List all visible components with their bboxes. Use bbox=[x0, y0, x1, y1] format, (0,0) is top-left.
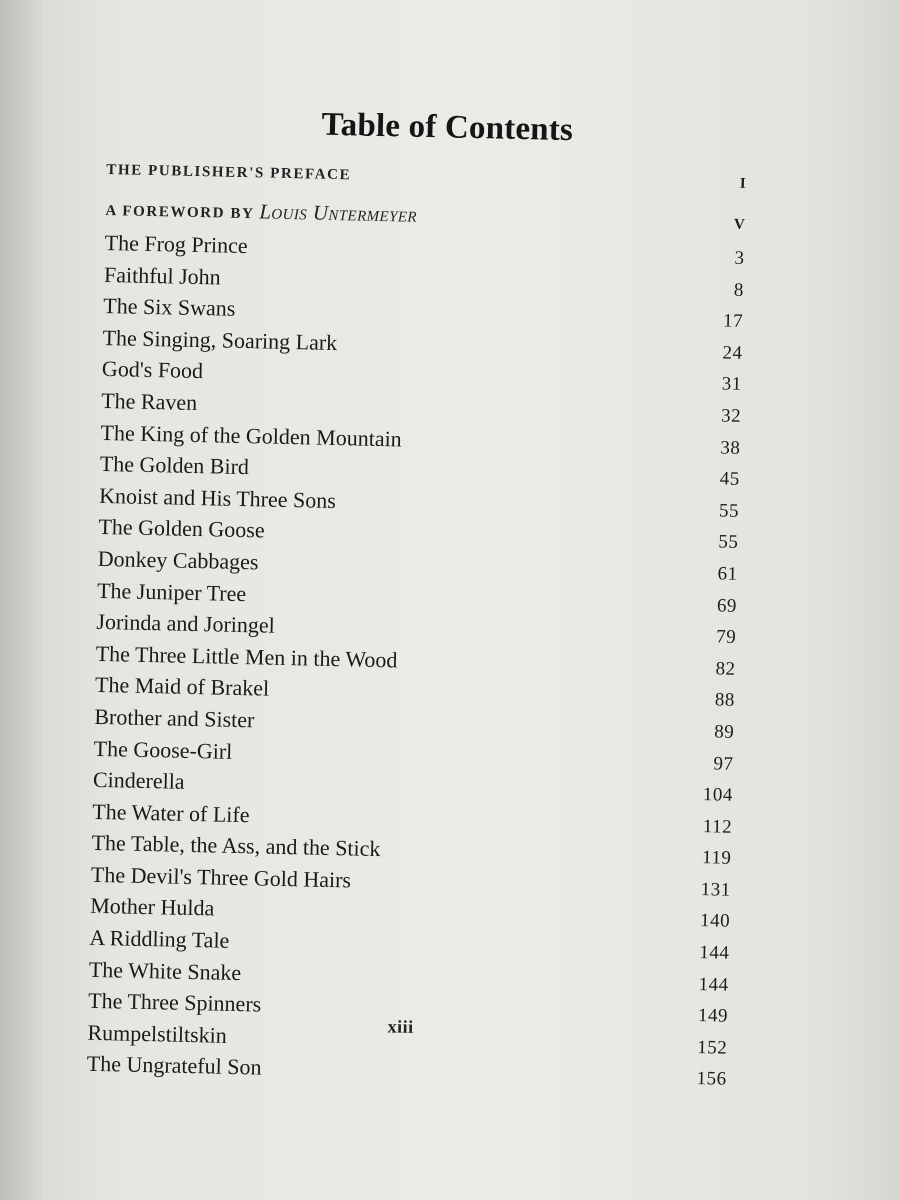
toc-page-number: 38 bbox=[720, 437, 741, 459]
toc-page-number: 55 bbox=[718, 500, 740, 522]
toc-page-number: 97 bbox=[713, 752, 734, 775]
toc-entry-title: The Goose-Girl bbox=[93, 735, 233, 764]
toc-entry-title: Knoist and His Three Sons bbox=[98, 482, 337, 513]
toc-entry-title: Donkey Cabbages bbox=[97, 545, 259, 575]
toc-page-number: 156 bbox=[696, 1068, 727, 1091]
toc-page-number: 152 bbox=[697, 1036, 728, 1059]
toc-page-number: 149 bbox=[697, 1005, 729, 1027]
toc-entry-title: The Golden Bird bbox=[99, 451, 250, 480]
toc-page-number: 45 bbox=[719, 468, 740, 491]
toc-entry-title: Mother Hulda bbox=[89, 893, 215, 921]
toc-entry-title: The Frog Prince bbox=[104, 229, 248, 259]
toc-entry-title: God's Food bbox=[101, 356, 204, 384]
toc-page-number: 119 bbox=[701, 847, 732, 870]
toc-page-number: 69 bbox=[716, 594, 738, 617]
toc-entry-title: The Juniper Tree bbox=[96, 577, 247, 606]
toc-page-number: 140 bbox=[699, 910, 731, 933]
folio-page-number: xiii bbox=[387, 1016, 414, 1037]
toc-page-number: 3 bbox=[734, 247, 745, 269]
toc-page-number: 24 bbox=[722, 342, 743, 364]
toc-entry-title: Cinderella bbox=[92, 766, 185, 794]
toc-entry-title: THE PUBLISHER'S PREFACE bbox=[106, 161, 352, 184]
toc-entry-title: Faithful John bbox=[103, 261, 222, 290]
toc-page-number: 31 bbox=[721, 373, 742, 396]
toc-page-number: 55 bbox=[718, 531, 739, 554]
toc-page-number: 82 bbox=[715, 658, 736, 680]
toc-entry-title: The Ungrateful Son bbox=[86, 1051, 262, 1081]
toc-entry-title: A Riddling Tale bbox=[89, 924, 230, 953]
toc-entry-title: A FOREWORD BY Louis Untermeyer bbox=[105, 199, 418, 227]
toc-page-number: 32 bbox=[720, 405, 742, 427]
toc-entry-title: The Singing, Soaring Lark bbox=[102, 324, 338, 355]
toc-list bbox=[86, 162, 746, 1097]
toc-page-number: V bbox=[733, 216, 746, 233]
toc-entry-title: The Maid of Brakel bbox=[94, 672, 270, 701]
toc-entry-title: The Three Little Men in the Wood bbox=[95, 640, 398, 673]
toc-entry-title: Brother and Sister bbox=[94, 703, 255, 733]
toc-page-number: 8 bbox=[733, 279, 745, 301]
page-gutter bbox=[0, 0, 46, 1200]
page-title: Table of Contents bbox=[321, 106, 574, 149]
toc-entry-title: The Water of Life bbox=[92, 798, 250, 827]
foreword-author: Louis Untermeyer bbox=[259, 199, 418, 227]
toc-entry-title: The Six Swans bbox=[103, 293, 236, 322]
toc-entry-title: Jorinda and Joringel bbox=[96, 609, 276, 638]
toc-page-number: 144 bbox=[699, 942, 730, 964]
toc-page-number: 89 bbox=[713, 721, 735, 743]
toc-entry-title: The Golden Goose bbox=[98, 514, 265, 543]
toc-entry-title: The White Snake bbox=[88, 956, 242, 985]
toc-entry-title: The Devil's Three Gold Hairs bbox=[90, 861, 352, 893]
toc-page-number: I bbox=[739, 175, 747, 192]
toc-page-number: 88 bbox=[714, 689, 736, 712]
toc-page-number: 61 bbox=[717, 563, 738, 585]
toc-entry-title: The Table, the Ass, and the Stick bbox=[91, 830, 381, 862]
contents-page bbox=[85, 92, 748, 1146]
toc-page-number: 17 bbox=[722, 310, 744, 333]
toc-page-number: 112 bbox=[702, 815, 733, 838]
toc-entry-title: The Raven bbox=[100, 387, 198, 415]
toc-page-number: 79 bbox=[716, 626, 737, 648]
toc-page-number: 144 bbox=[698, 973, 729, 996]
toc-entry-title: Rumpelstiltskin bbox=[87, 1019, 228, 1048]
toc-entry-title: The King of the Golden Mountain bbox=[100, 419, 403, 452]
toc-page-number: 104 bbox=[702, 784, 734, 806]
toc-entry-title: The Three Spinners bbox=[87, 988, 262, 1017]
toc-page-number: 131 bbox=[700, 878, 731, 901]
